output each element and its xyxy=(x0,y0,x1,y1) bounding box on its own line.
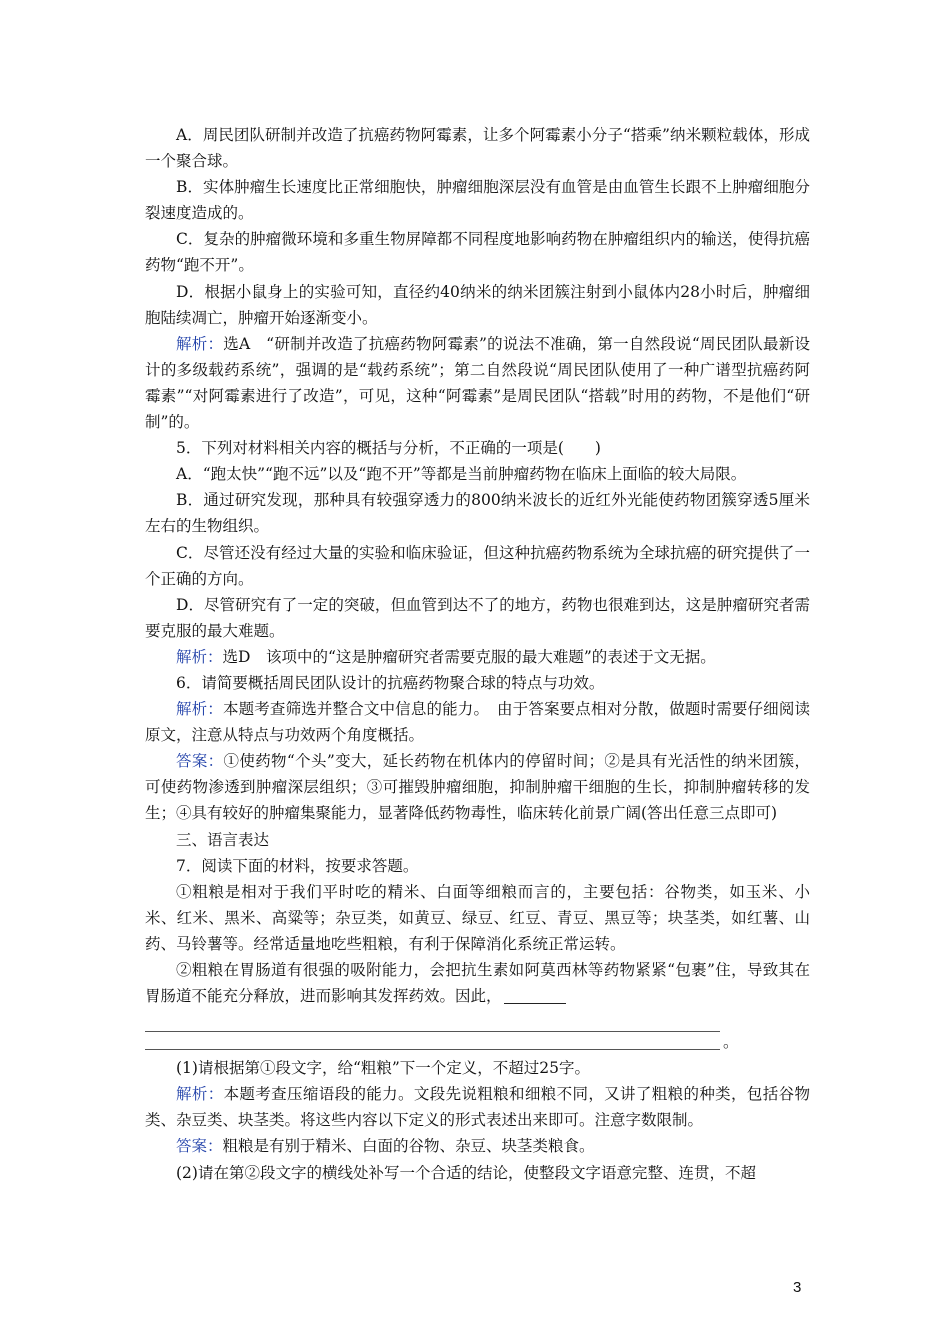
q4-option-b: B．实体肿瘤生长速度比正常细胞快，肿瘤细胞深层没有血管是由血管生长跟不上肿瘤细胞分裂速度造成的。 xyxy=(145,178,810,223)
answer-lines xyxy=(145,1009,810,1055)
q6-stem: 6．请简要概括周民团队设计的抗癌药物聚合球的特点与功效。 xyxy=(176,673,605,692)
analysis-label: 解析： xyxy=(176,334,224,353)
q4-option-d: D．根据小鼠身上的实验可知，直径约40纳米的纳米团簇注射到小鼠体内28小时后，肿瘤细胞陆续凋亡，肿瘤开始逐渐变小。 xyxy=(145,282,810,327)
answer-blank xyxy=(504,987,566,1004)
analysis-label: 解析： xyxy=(176,1085,224,1104)
section-heading: 三、语言表达 xyxy=(176,830,270,849)
answer-line-period: 。 xyxy=(723,1033,739,1052)
q7-paragraph-1: ①粗粮是相对于我们平时吃的精米、白面等细粮而言的，主要包括：谷物类，如玉米、小米、红米、黑米、高粱等；杂豆类，如黄豆、绿豆、红豆、青豆、黑豆等；块茎类，如红薯、山药、马铃薯等。经常适量地吃些粗粮，有利于保障消化系统正常运转。 xyxy=(145,882,810,953)
q7-sub1-answer xyxy=(145,1133,810,1159)
answer-text: ①使药物“个头”变大，延长药物在机体内的停留时间；②是具有光活性的纳米团簇，可使药物渗透到肿瘤深层组织；③可摧毁肿瘤细胞，抑制肿瘤干细胞的生长，抑制肿瘤转移的发生；④具有较好的肿瘤集聚能力，显著降低药物毒性，临床转化前景广阔(答出任意三点即可) xyxy=(145,752,810,823)
analysis-text: 本题考查筛选并整合文中信息的能力。 由于答案要点相对分散，做题时需要仔细阅读原文，注意从特点与功效两个角度概括。 xyxy=(145,700,810,745)
q5-option-a: A．“跑太快”“跑不远”以及“跑不开”等都是当前肿瘤药物在临床上面临的较大局限。 xyxy=(176,465,747,484)
q5-option-d: D．尽管研究有了一定的突破，但血管到达不了的地方，药物也很难到达，这是肿瘤研究者需要克服的最大难题。 xyxy=(145,595,810,640)
q7-sub2-stem: (2)请在第②段文字的横线处补写一个合适的结论，使整段文字语意完整、连贯，不超 xyxy=(176,1163,756,1182)
answer-line-2 xyxy=(145,1049,720,1050)
analysis-text: 选D 该项中的“这是肿瘤研究者需要克服的最大难题”的表述于文无据。 xyxy=(222,647,716,666)
page-content xyxy=(145,122,810,1186)
q6-analysis xyxy=(145,696,810,748)
page-number: 3 xyxy=(793,1279,802,1296)
q7-sub1-analysis xyxy=(145,1081,810,1133)
q5-option-c: C．尽管还没有经过大量的实验和临床验证，但这种抗癌药物系统为全球抗癌的研究提供了一个正确的方向。 xyxy=(145,543,810,588)
analysis-label: 解析： xyxy=(176,647,223,666)
analysis-text: 选A “研制并改造了抗癌药物阿霉素”的说法不准确，第一自然段说“周民团队最新设计的多级载药系统”，强调的是“载药系统”；第二自然段说“周民团队使用了一种广谱型抗癌药阿霉素”“对阿霉素进行了改造”，可见，这种“阿霉素”是周民团队“搭载”时用的药物，不是他们“研制”的。 xyxy=(145,334,810,432)
q4-option-c: C．复杂的肿瘤微环境和多重生物屏障都不同程度地影响药物在肿瘤组织内的输送，使得抗癌药物“跑不开”。 xyxy=(145,230,810,275)
paragraph-2-text: ②粗粮在胃肠道有很强的吸附能力，会把抗生素如阿莫西林等药物紧紧“包裹”住，导致其在胃肠道不能充分释放，进而影响其发挥药效。因此， xyxy=(145,961,810,1006)
q6-answer xyxy=(145,748,810,826)
analysis-text: 本题考查压缩语段的能力。文段先说粗粮和细粮不同，又讲了粗粮的种类，包括谷物类、杂豆类、块茎类。将这些内容以下定义的形式表述出来即可。注意字数限制。 xyxy=(145,1085,810,1130)
q5-analysis xyxy=(145,644,810,670)
q5-option-b: B．通过研究发现，那种具有较强穿透力的800纳米波长的近红外光能使药物团簇穿透5厘米左右的生物组织。 xyxy=(145,491,810,536)
q7-sub1-stem: (1)请根据第①段文字，给“粗粮”下一个定义，不超过25字。 xyxy=(176,1059,591,1078)
q7-stem: 7．阅读下面的材料，按要求答题。 xyxy=(176,856,419,875)
answer-label: 答案： xyxy=(176,752,224,771)
answer-line-1 xyxy=(145,1031,720,1032)
analysis-label: 解析： xyxy=(176,700,223,719)
q4-analysis xyxy=(145,331,810,435)
q5-stem: 5．下列对材料相关内容的概括与分析，不正确的一项是( ) xyxy=(176,439,601,458)
answer-label: 答案： xyxy=(176,1137,223,1156)
q7-paragraph-2 xyxy=(145,957,810,1009)
q4-option-a: A．周民团队研制并改造了抗癌药物阿霉素，让多个阿霉素小分子“搭乘”纳米颗粒载体，形成一个聚合球。 xyxy=(145,126,810,171)
answer-text: 粗粮是有别于精米、白面的谷物、杂豆、块茎类粮食。 xyxy=(222,1137,595,1156)
